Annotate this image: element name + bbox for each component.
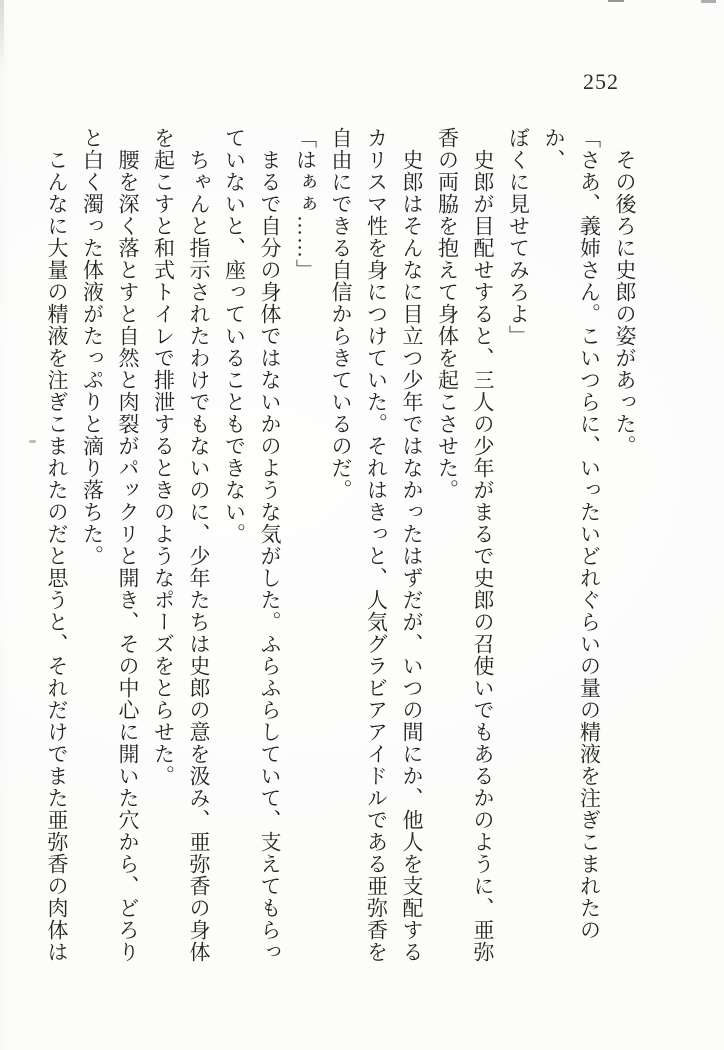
vertical-text-block: [45, 127, 642, 967]
page-number: 252: [583, 69, 619, 94]
text-line-16: こんなに大量の精液を注ぎこまれたのだと思うと、それだけでまた亜弥香の肉体は: [45, 127, 69, 963]
text-line-5: 香の両脇を抱えて身体を起こさせた。: [435, 127, 460, 501]
text-line-8: 自由にできる自信からきているのだ。: [329, 127, 353, 501]
text-line-4: 史郎が目配せすると、三人の少年がまるで史郎の召使いでもあるかのように、亜弥: [471, 127, 495, 963]
text-line-2: 「さあ、義姉さん。こいつらに、いったいどれぐらいの量の精液を注ぎこまれたのか、: [542, 127, 602, 941]
text-line-7: カリスマ性を身につけていた。それはきっと、人気グラビアアイドルである亜弥香を: [364, 127, 389, 963]
scan-speck: [29, 440, 36, 443]
text-line-15: と白く濁った体液がたっぷりと滴り落ちた。: [80, 127, 105, 567]
text-line-9: 「はぁぁ……」: [293, 127, 318, 281]
scan-mark-top-edge-1: [608, 0, 624, 2]
scan-smudge-top-left: [0, 0, 4, 70]
text-line-11: ていないと、座っていることもできない。: [222, 127, 247, 545]
scan-mark-top-edge-2: [701, 0, 716, 3]
text-line-6: 史郎はそんなに目立つ少年ではなかったはずだが、いつの間にか、他人を支配する: [400, 127, 424, 963]
text-line-14: 腰を深く落とすと自然と肉裂がパックリと開き、その中心に開いた穴から、どろり: [116, 127, 140, 963]
text-line-12: ちゃんと指示されたわけでもないのに、少年たちは史郎の意を汲み、亜弥香の身体: [187, 127, 211, 963]
text-line-1: その後ろに史郎の姿があった。: [613, 127, 637, 457]
text-line-10: まるで自分の身体ではないかのような気がした。ふらふらしていて、支えてもらっ: [258, 127, 282, 963]
text-line-3: ぼくに見せてみろよ」: [506, 127, 531, 347]
text-line-13: を起こすと和式トイレで排泄するときのようなポーズをとらせた。: [151, 127, 176, 787]
